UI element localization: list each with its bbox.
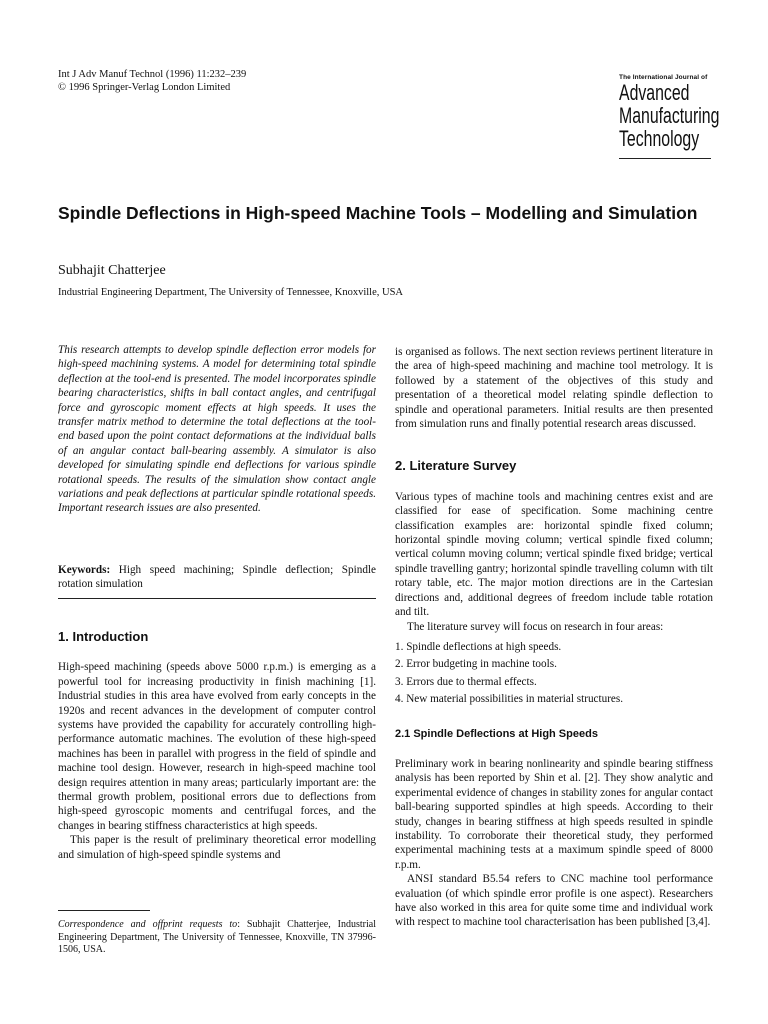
introduction-para-2: This paper is the result of preliminary theoretical error modelling and simulation of high-speed spindle systems and <box>58 834 376 861</box>
journal-logo-line-3: Technology <box>619 126 700 151</box>
literature-para-1: Various types of machine tools and machining centres exist and are classified for ease of specification. Some machining centre classification examples are: horizontal spindle fixed column; horizontal spindle moving column; vertical spindle fixed column; vertical column moving column; vertical spindle fixed bridge; vertical spindle travelling gantry; horizontal spindle travelling column with tilt rotary table, etc. The major motion directions are in the Cartesian directions and, additional degrees of freedom include table rotation and tilt. <box>395 490 713 619</box>
keywords-divider <box>58 598 376 599</box>
abstract: This research attempts to develop spindle deflection error models for high-speed machining systems. A model for determining total spindle deflection at the tool-end is presented. The model incorporates spindle bearing characteristics, shifts in ball contact angles, and centrifugal force and gyroscopic moment effects at high speeds. It uses the transfer matrix method to determine the total deflections at the tool-end based upon the point contact deformations at the individual balls of an angular contact ball-bearing assembly. A simulator is also developed for simulating spindle end deflections for various spindle rotational speeds. The results of the simulation show contact angle variations and peak deflections at particular spindle rotational speeds. Important research issues are also presented. <box>58 344 376 515</box>
footnote-rule <box>58 910 150 911</box>
literature-para-2: The literature survey will focus on research in four areas: <box>407 620 664 633</box>
right-column <box>395 345 713 930</box>
journal-logo-small: The International Journal of <box>619 74 708 81</box>
citation-block <box>58 68 246 94</box>
journal-logo-line-1: Advanced <box>619 80 690 105</box>
author-affiliation: Industrial Engineering Department, The University of Tennessee, Knoxville, USA <box>58 287 404 298</box>
list-item: 1. Spindle deflections at high speeds. <box>395 640 562 653</box>
author-name: Subhajit Chatterjee <box>58 263 166 278</box>
paper-title: Spindle Deflections in High-speed Machine Tools – Modelling and Simulation <box>58 203 698 223</box>
list-item: 3. Errors due to thermal effects. <box>395 675 537 688</box>
literature-areas-list <box>395 640 713 707</box>
literature-survey-heading: 2. Literature Survey <box>395 458 517 474</box>
citation-line-1: Int J Adv Manuf Technol (1996) 11:232–239 <box>58 69 247 80</box>
footnote-text: : Subhajit Chatterjee, Industrial Engineering Department, The University of Tennessee, Knoxville, TN 37996-1506, USA. <box>58 919 376 955</box>
journal-logo-rule <box>619 158 711 159</box>
subsection-para-2: ANSI standard B5.54 refers to CNC machine tool performance evaluation (of which spindle error profile is one aspect). Researchers have also worked in this area for quite some time and individual work with respect to machine tool characterisation has been published [3,4]. <box>395 873 713 929</box>
keywords-text: High speed machining; Spindle deflection; Spindle rotation simulation <box>58 564 376 591</box>
list-item: 4. New material possibilities in material structures. <box>395 693 624 706</box>
citation-line-2: © 1996 Springer-Verlag London Limited <box>58 82 231 93</box>
subsection-para-1: Preliminary work in bearing nonlinearity and spindle bearing stiffness analysis has been reported by Shin et al. [2]. They show analytic and experimental evidence of changes in stability zones for angular contact ball-bearing supported spindles at high speeds. According to their study, changes in bearing stiffness at high speeds resulted in spindle instability. To corroborate their theoretical study, they performed experimental machining tests at a maximum spindle speed of 8000 r.p.m. <box>395 757 713 871</box>
introduction-continued: is organised as follows. The next section reviews pertinent literature in the area of high-speed machining and machine tool metrology. It is followed by a statement of the objectives of this study and presentation of a theoretical model relating spindle deflection to spindle and operational parameters. Initial results are then presented from simulation runs and finally potential research areas discussed. <box>395 346 713 431</box>
introduction-heading: 1. Introduction <box>58 629 149 644</box>
keywords <box>58 563 376 592</box>
subsection-heading: 2.1 Spindle Deflections at High Speeds <box>395 727 598 740</box>
keywords-label: Keywords: <box>58 564 111 576</box>
introduction-para-1: High-speed machining (speeds above 5000 r.p.m.) is emerging as a powerful tool for increasing productivity in finish machining [1]. Industrial studies in this area have evolved from early concepts in the 1920s and recent advances in the development of computer control systems have provided the capability for accurately controlling high-performance automatic machines. The evolution of these high-speed machines has been in parallel with progress in the field of spindle and machine tool design. However, research in high-speed machine tool design requires attention in many areas; particularly important are: the thermal growth problem, positional errors due to deflections from high-speed gyroscopic moments and centrifugal forces, and the changes in bearing stiffness characteristics at high speeds. <box>58 661 376 832</box>
list-item: 2. Error budgeting in machine tools. <box>395 658 557 671</box>
introduction-section <box>58 630 376 862</box>
journal-logo-line-2: Manufacturing <box>619 103 720 128</box>
footnote <box>58 919 376 957</box>
footnote-label: Correspondence and offprint requests to <box>58 919 238 930</box>
journal-logo <box>619 74 720 159</box>
